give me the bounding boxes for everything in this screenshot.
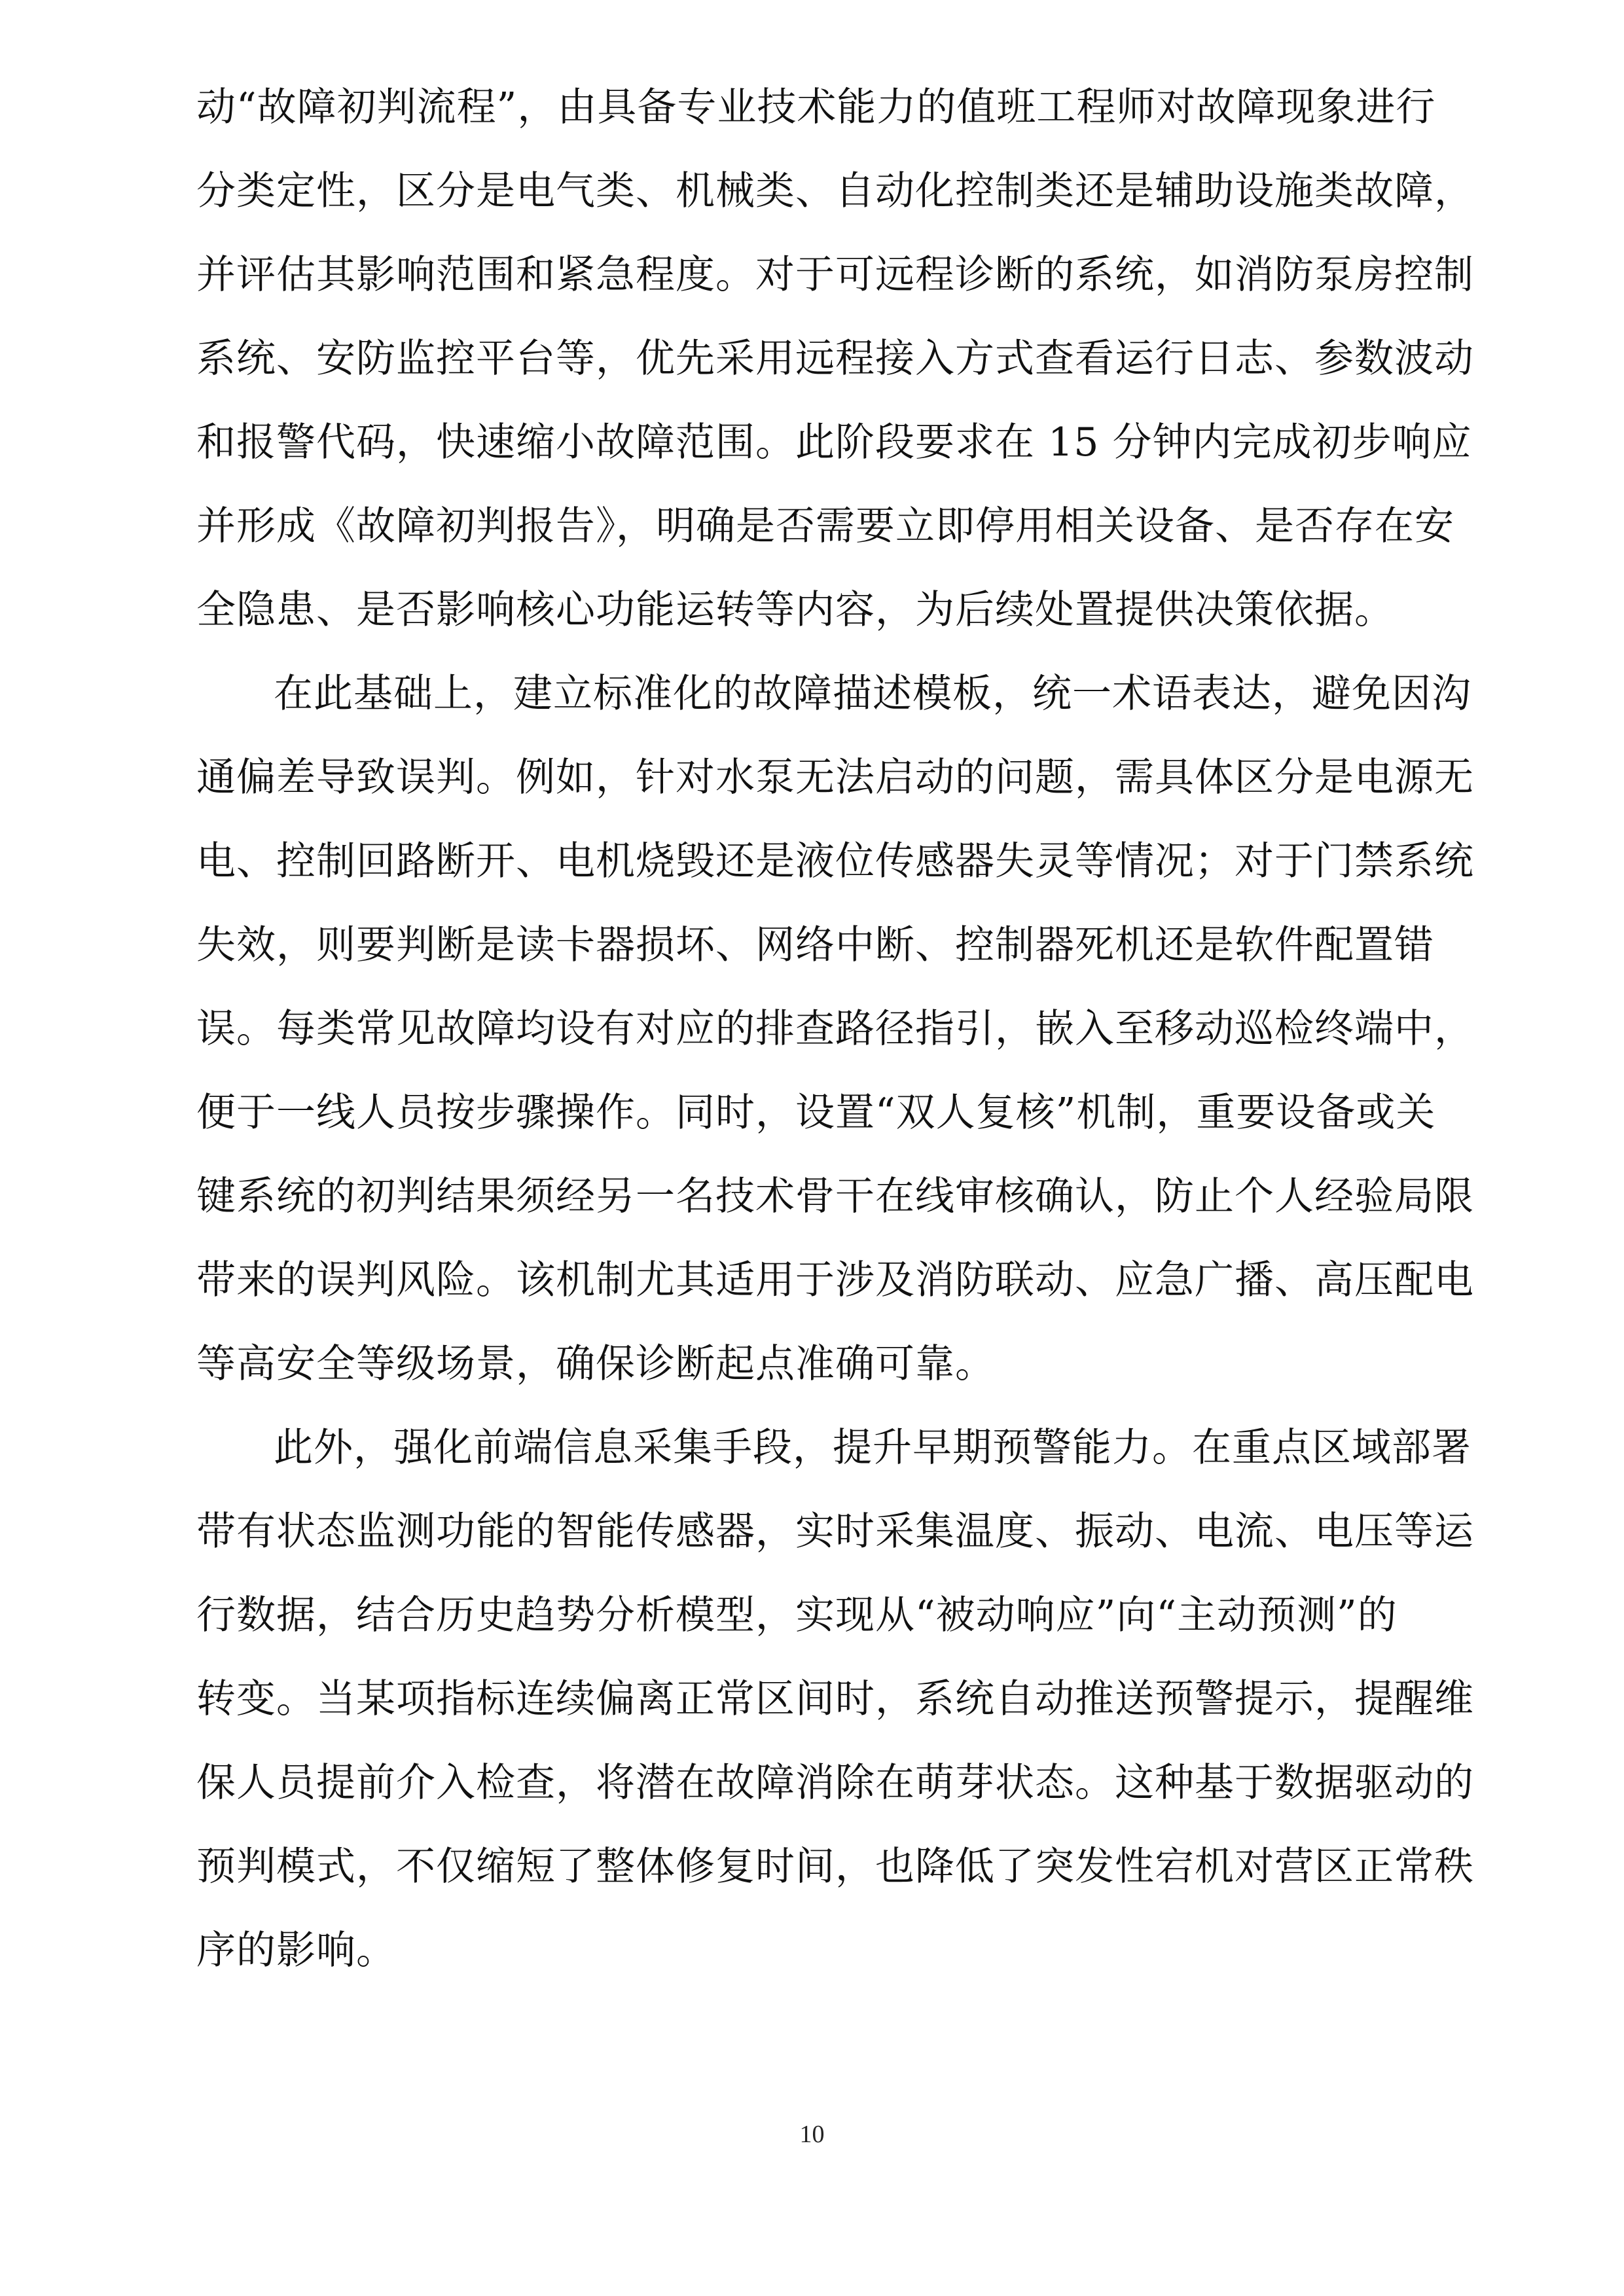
text-line: 通偏差导致误判。例如，针对水泵无法启动的问题，需具体区分是电源无 (196, 755, 1474, 800)
text-line: 动“故障初判流程”，由具备专业技术能力的值班工程师对故障现象进行 (196, 84, 1436, 130)
text-line: 等高安全等级场景，确保诊断起点准确可靠。 (196, 1341, 995, 1387)
text-line: 电、控制回路断开、电机烧毁还是液位传感器失灵等情况；对于门禁系统 (196, 838, 1474, 884)
text-line: 行数据，结合历史趋势分析模型，实现从“被动响应”向“主动预测”的 (196, 1592, 1398, 1638)
text-line: 转变。当某项指标连续偏离正常区间时，系统自动推送预警提示，提醒维 (196, 1676, 1474, 1722)
text-line: 系统、安防监控平台等，优先采用远程接入方式查看运行日志、参数波动 (196, 336, 1474, 382)
text-line: 在此基础上，建立标准化的故障描述模板，统一术语表达，避免因沟 (274, 671, 1471, 717)
page-number: 10 (799, 2121, 825, 2148)
text-line: 预判模式，不仅缩短了整体修复时间，也降低了突发性宕机对营区正常秩 (196, 1844, 1474, 1890)
text-line: 误。每类常见故障均设有对应的排查路径指引，嵌入至移动巡检终端中， (196, 1006, 1474, 1052)
text-line: 并形成《故障初判报告》，明确是否需要立即停用相关设备、是否存在安 (196, 503, 1454, 549)
text-line: 全隐患、是否影响核心功能运转等内容，为后续处置提供决策依据。 (196, 587, 1394, 633)
text-line: 带来的误判风险。该机制尤其适用于涉及消防联动、应急广播、高压配电 (196, 1257, 1474, 1303)
text-line: 保人员提前介入检查，将潜在故障消除在萌芽状态。这种基于数据驱动的 (196, 1760, 1474, 1806)
text-line: 键系统的初判结果须经另一名技术骨干在线审核确认，防止个人经验局限 (196, 1174, 1474, 1219)
text-line: 失效，则要判断是读卡器损坏、网络中断、控制器死机还是软件配置错 (196, 922, 1434, 968)
text-line: 带有状态监测功能的智能传感器，实时采集温度、振动、电流、电压等运 (196, 1509, 1474, 1554)
text-line: 序的影响。 (196, 1928, 396, 1973)
text-line: 此外，强化前端信息采集手段，提升早期预警能力。在重点区域部署 (274, 1425, 1471, 1471)
text-line: 并评估其影响范围和紧急程度。对于可远程诊断的系统，如消防泵房控制 (196, 252, 1474, 298)
text-line: 分类定性，区分是电气类、机械类、自动化控制类还是辅助设施类故障， (196, 168, 1474, 214)
text-line: 和报警代码，快速缩小故障范围。此阶段要求在 15 分钟内完成初步响应 (196, 420, 1472, 465)
text-line: 便于一线人员按步骤操作。同时，设置“双人复核”机制，重要设备或关 (196, 1090, 1436, 1136)
